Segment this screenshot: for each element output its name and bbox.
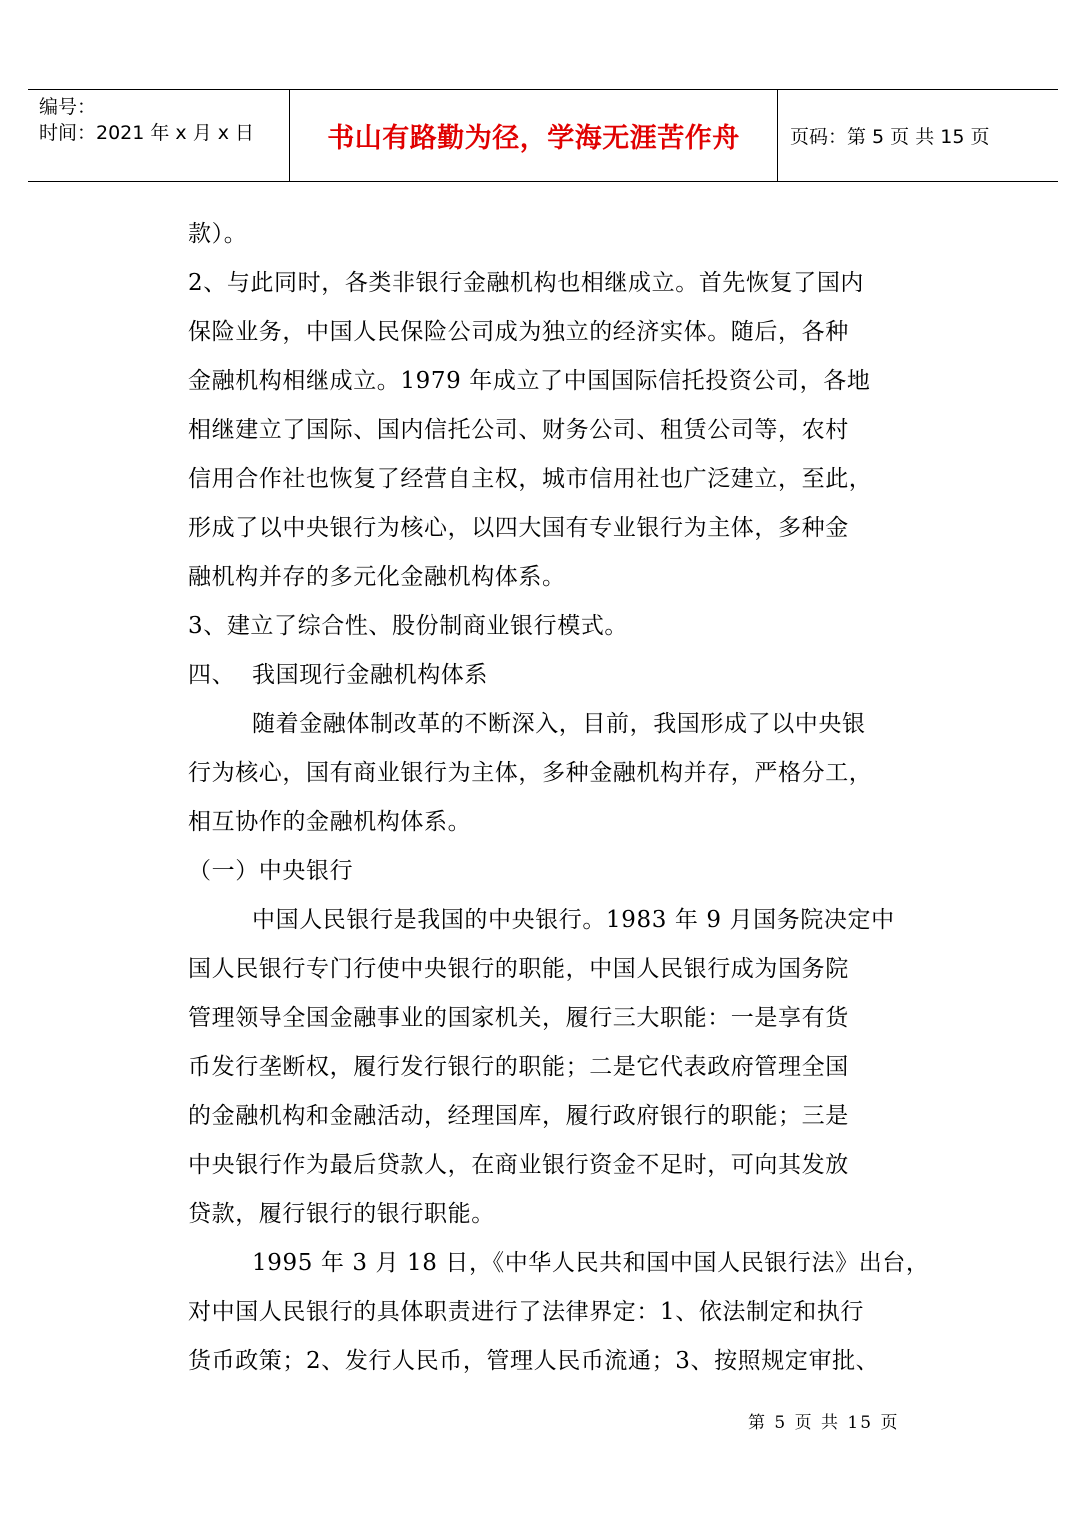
body-line: 货币政策；2、发行人民币，管理人民币流通；3、按照规定审批、 [188, 1348, 880, 1374]
page-header [28, 89, 1058, 182]
document-body [188, 210, 930, 1386]
body-line: 的金融机构和金融活动，经理国库，履行政府银行的职能；三是 [188, 1103, 849, 1129]
body-line: 币发行垄断权，履行发行银行的职能；二是它代表政府管理全国 [188, 1054, 849, 1080]
body-line: 信用合作社也恢复了经营自主权，城市信用社也广泛建立，至此， [188, 466, 873, 492]
body-line: 3、建立了综合性、股份制商业银行模式。 [188, 613, 629, 639]
body-line: 保险业务，中国人民保险公司成为独立的经济实体。随后，各种 [188, 319, 849, 345]
subsection-heading: （一）中央银行 [188, 858, 354, 884]
body-line: 中国人民银行是我国的中央银行。1983 年 9 月国务院决定中 [252, 907, 895, 933]
body-line: 2、与此同时，各类非银行金融机构也相继成立。首先恢复了国内 [188, 270, 865, 296]
header-motto: 书山有路勤为径，学海无涯苦作舟 [290, 90, 778, 181]
header-page-label: 页码：第 5 页 共 15 页 [790, 126, 990, 148]
section-heading-number: 四、 [188, 662, 236, 688]
body-line: 1995 年 3 月 18 日，《中华人民共和国中国人民银行法》出台， [252, 1250, 930, 1276]
body-line: 形成了以中央银行为核心，以四大国有专业银行为主体，多种金 [188, 515, 849, 541]
body-line: 行为核心，国有商业银行为主体，多种金融机构并存，严格分工， [188, 760, 873, 786]
section-heading-4 [188, 651, 916, 700]
header-meta [28, 90, 290, 181]
body-line: 相继建立了国际、国内信托公司、财务公司、租赁公司等，农村 [188, 417, 849, 443]
body-line: 相互协作的金融机构体系。 [188, 809, 472, 835]
body-line: 金融机构相继成立。1979 年成立了中国国际信托投资公司，各地 [188, 368, 871, 394]
header-number-label: 编号： [39, 96, 97, 118]
body-line: 融机构并存的多元化金融机构体系。 [188, 564, 566, 590]
section-heading-text: 我国现行金融机构体系 [252, 662, 488, 688]
body-line: 国人民银行专门行使中央银行的职能，中国人民银行成为国务院 [188, 956, 849, 982]
body-line: 贷款，履行银行的银行职能。 [188, 1201, 495, 1227]
body-line: 款）。 [188, 221, 248, 247]
header-time-label: 时间：2021 年 x 月 x 日 [39, 122, 255, 144]
body-line: 随着金融体制改革的不断深入，目前，我国形成了以中央银 [252, 711, 866, 737]
body-line: 中央银行作为最后贷款人，在商业银行资金不足时，可向其发放 [188, 1152, 849, 1178]
page-footer: 第 5 页 共 15 页 [748, 1413, 900, 1433]
body-line: 对中国人民银行的具体职责进行了法律界定：1、依法制定和执行 [188, 1299, 865, 1325]
body-line: 管理领导全国金融事业的国家机关，履行三大职能：一是享有货 [188, 1005, 849, 1031]
